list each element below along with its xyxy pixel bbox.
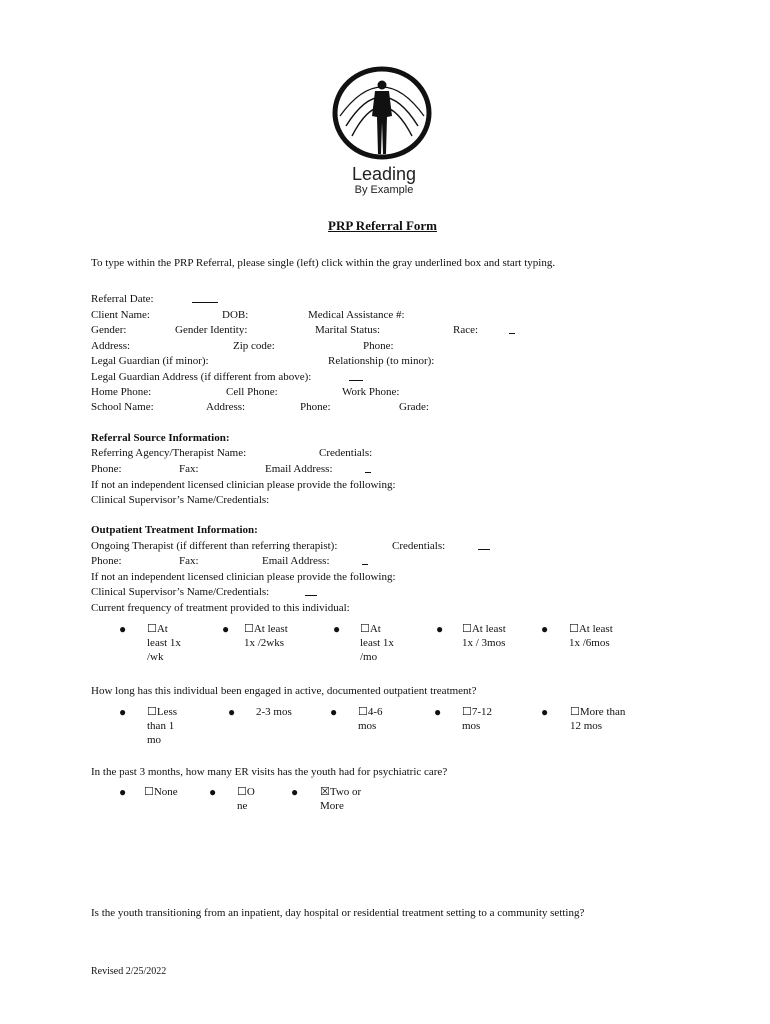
referral-phone-label: Phone:: [91, 463, 122, 475]
gender-label: Gender:: [91, 324, 127, 336]
bullet: ●: [333, 622, 341, 636]
outpatient-email-field[interactable]: [362, 554, 368, 565]
outpatient-supervisor-label: Clinical Supervisor’s Name/Credentials:: [91, 586, 270, 598]
er-option-none[interactable]: ☐None: [144, 786, 178, 798]
referral-fax-label: Fax:: [179, 463, 199, 475]
marital-status-label: Marital Status:: [315, 324, 381, 336]
bullet: ●: [119, 785, 127, 799]
duration-option-7-12[interactable]: ☐7-12 mos: [462, 706, 493, 732]
client-name-label: Client Name:: [91, 309, 150, 321]
outpatient-supervisor-field[interactable]: [305, 585, 317, 596]
grade-label: Grade:: [399, 401, 429, 413]
legal-guardian-label: Legal Guardian (if minor):: [91, 355, 209, 367]
outpatient-fax-label: Fax:: [179, 555, 199, 567]
referral-date-label: Referral Date:: [91, 293, 154, 305]
school-name-label: School Name:: [91, 401, 154, 413]
bullet: ●: [209, 785, 217, 799]
frequency-option-quarterly[interactable]: ☐At least 1x / 3mos: [462, 623, 506, 649]
referral-supervisor-label: Clinical Supervisor’s Name/Credentials:: [91, 494, 270, 506]
outpatient-heading: Outpatient Treatment Information:: [91, 524, 258, 536]
gender-identity-label: Gender Identity:: [175, 324, 248, 336]
outpatient-phone-label: Phone:: [91, 555, 122, 567]
school-address-label: Address:: [206, 401, 246, 413]
duration-option-less-than-1[interactable]: ☐Less than 1 mo: [147, 706, 178, 746]
referral-independent-note: If not an independent licensed clinician please provide the following:: [91, 479, 396, 491]
guardian-address-label: Legal Guardian Address (if different from above):: [91, 371, 312, 383]
referral-email-label: Email Address:: [265, 463, 333, 475]
duration-option-2-3[interactable]: 2-3 mos: [256, 706, 292, 718]
referring-agency-label: Referring Agency/Therapist Name:: [91, 447, 247, 459]
phone-label: Phone:: [363, 340, 394, 352]
logo-wordmark: Leading: [351, 164, 417, 184]
cell-phone-label: Cell Phone:: [226, 386, 278, 398]
medical-assistance-label: Medical Assistance #:: [308, 309, 405, 321]
duration-option-more-than-12[interactable]: ☐More than 12 mos: [570, 706, 626, 732]
frequency-option-six-months[interactable]: ☐At least 1x /6mos: [569, 623, 613, 649]
frequency-question: Current frequency of treatment provided to this individual:: [91, 602, 350, 614]
referral-source-heading: Referral Source Information:: [91, 432, 230, 444]
outpatient-independent-note: If not an independent licensed clinician please provide the following:: [91, 571, 396, 583]
transition-question: Is the youth transitioning from an inpatient, day hospital or residential treatment setting to a community setting?: [91, 907, 585, 919]
form-title: PRP Referral Form: [328, 218, 438, 233]
address-label: Address:: [91, 340, 131, 352]
work-phone-label: Work Phone:: [342, 386, 400, 398]
outpatient-credentials-label: Credentials:: [392, 540, 446, 552]
leading-by-example-logo: [332, 66, 436, 198]
duration-question: How long has this individual been engaged in active, documented outpatient treatment?: [91, 685, 477, 697]
referral-email-field[interactable]: [365, 462, 371, 473]
er-option-two-or-more[interactable]: ☒Two or More: [320, 786, 362, 812]
relationship-label: Relationship (to minor):: [328, 355, 435, 367]
duration-option-4-6[interactable]: ☐4-6 mos: [358, 706, 383, 732]
instructions-text: To type within the PRP Referral, please single (left) click within the gray underlined box and start typing.: [91, 257, 556, 269]
walking-figure-logo-icon: [332, 66, 436, 162]
logo-tagline: By Example: [354, 184, 414, 196]
bullet: ●: [541, 622, 549, 636]
frequency-option-weekly[interactable]: ☐At least 1x /wk: [147, 623, 181, 663]
bullet: ●: [228, 705, 236, 719]
zip-code-label: Zip code:: [233, 340, 275, 352]
bullet: ●: [541, 705, 549, 719]
outpatient-email-label: Email Address:: [262, 555, 330, 567]
ongoing-therapist-label: Ongoing Therapist (if different than referring therapist):: [91, 540, 338, 552]
revision-date: Revised 2/25/2022: [91, 966, 167, 977]
bullet: ●: [291, 785, 299, 799]
bullet: ●: [222, 622, 230, 636]
home-phone-label: Home Phone:: [91, 386, 152, 398]
bullet: ●: [434, 705, 442, 719]
er-visits-question: In the past 3 months, how many ER visits has the youth had for psychiatric care?: [91, 766, 448, 778]
dob-label: DOB:: [222, 309, 249, 321]
referral-date-field[interactable]: [192, 292, 218, 303]
guardian-address-field[interactable]: [349, 370, 363, 381]
frequency-option-monthly[interactable]: ☐At least 1x /mo: [360, 623, 394, 663]
outpatient-credentials-field[interactable]: [478, 539, 490, 550]
er-option-one[interactable]: ☐One: [237, 786, 255, 812]
race-field[interactable]: [509, 323, 515, 334]
referral-credentials-label: Credentials:: [319, 447, 373, 459]
bullet: ●: [436, 622, 444, 636]
bullet: ●: [119, 622, 127, 636]
frequency-option-biweekly[interactable]: ☐At least 1x /2wks: [244, 623, 288, 649]
school-phone-label: Phone:: [300, 401, 331, 413]
bullet: ●: [119, 705, 127, 719]
race-label: Race:: [453, 324, 479, 336]
bullet: ●: [330, 705, 338, 719]
